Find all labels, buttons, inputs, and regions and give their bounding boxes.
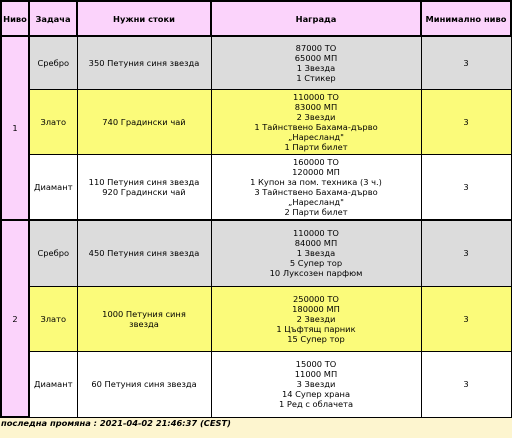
task-cell: Диамант xyxy=(29,154,77,220)
reward-cell xyxy=(211,220,421,286)
reward-cell xyxy=(211,36,421,89)
header-min-level: Минимално ниво xyxy=(421,1,511,36)
min-level-cell: 3 xyxy=(421,154,511,220)
item-line: 920 Градински чай xyxy=(102,186,186,197)
reward-line: 87000 ТО xyxy=(295,42,337,53)
reward-line: 1 Звезда xyxy=(296,62,336,73)
quest-row xyxy=(1,220,511,286)
reward-line: 1 Ред с облачета xyxy=(278,399,354,409)
reward-line: 10 Луксозен парфюм xyxy=(269,268,363,279)
quest-row xyxy=(1,154,511,220)
reward-line: 1 Стикер xyxy=(296,72,336,83)
last-modified: последна промяна : 2021-04-02 21:46:37 (CEST) xyxy=(1,418,231,428)
reward-line: 15000 ТО xyxy=(295,359,337,369)
task-cell: Сребро xyxy=(29,36,77,89)
reward-line: 2 Звезди xyxy=(296,313,336,324)
min-level-cell: 3 xyxy=(421,89,511,154)
header-reward: Награда xyxy=(211,1,421,36)
items-cell xyxy=(77,286,211,351)
item-line: 60 Петуния синя звезда xyxy=(91,379,197,389)
quest-row xyxy=(1,351,511,417)
items-cell xyxy=(77,351,211,417)
reward-line: 120000 МП xyxy=(292,166,340,177)
min-level-cell: 3 xyxy=(421,220,511,286)
reward-line: 110000 ТО xyxy=(293,228,339,239)
reward-line: 15 Супер тор xyxy=(287,333,345,344)
reward-cell xyxy=(211,351,421,417)
level-cell: 2 xyxy=(1,220,29,417)
reward-line: 1 Звезда xyxy=(296,248,336,259)
items-cell xyxy=(77,36,211,89)
reward-line: 5 Супер тор xyxy=(289,258,343,269)
items-cell xyxy=(77,220,211,286)
quest-row xyxy=(1,89,511,154)
item-line: звезда xyxy=(129,318,159,329)
reward-line: 250000 ТО xyxy=(293,293,339,304)
task-cell: Злато xyxy=(29,286,77,351)
header-task: Задача xyxy=(29,1,77,36)
reward-line: 110000 ТО xyxy=(293,91,339,102)
item-line: 1000 Петуния синя xyxy=(102,308,186,319)
reward-line: 83000 МП xyxy=(294,101,338,112)
item-line: 350 Петуния синя звезда xyxy=(88,57,200,68)
quest-row xyxy=(1,286,511,351)
reward-line: 160000 ТО xyxy=(293,156,339,167)
reward-line: 3 Звезди xyxy=(296,379,336,389)
header-level: Ниво xyxy=(1,1,29,36)
item-line: 740 Градински чай xyxy=(102,116,186,127)
task-cell: Диамант xyxy=(29,351,77,417)
reward-line: 2 Парти билет xyxy=(284,206,348,217)
level-cell: 1 xyxy=(1,36,29,220)
items-cell xyxy=(77,89,211,154)
reward-line: 65000 МП xyxy=(294,52,338,63)
header-items: Нужни стоки xyxy=(77,1,211,36)
reward-line: 1 Парти билет xyxy=(284,141,348,152)
min-level-cell: 3 xyxy=(421,351,511,417)
reward-line: „Нареcланд" xyxy=(288,131,344,142)
reward-line: „Нареcланд" xyxy=(288,196,344,207)
reward-line: 1 Тайнствено Бахама-дърво xyxy=(254,121,378,132)
reward-cell xyxy=(211,286,421,351)
task-cell: Злато xyxy=(29,89,77,154)
reward-line: 14 Супер храна xyxy=(281,389,351,399)
reward-line: 1 Купон за пом. техника (3 ч.) xyxy=(250,176,382,187)
header-row xyxy=(1,1,511,36)
reward-line: 2 Звезди xyxy=(296,111,336,122)
reward-line: 180000 МП xyxy=(292,303,340,314)
quest-row xyxy=(1,36,511,89)
task-cell: Сребро xyxy=(29,220,77,286)
item-line: 450 Петуния синя звезда xyxy=(88,248,200,259)
item-line: 110 Петуния синя звезда xyxy=(88,176,200,187)
min-level-cell: 3 xyxy=(421,36,511,89)
reward-cell xyxy=(211,89,421,154)
reward-line: 84000 МП xyxy=(294,238,338,249)
reward-line: 11000 МП xyxy=(294,369,338,379)
reward-cell xyxy=(211,154,421,220)
reward-line: 3 Тайнствено Бахама-дърво xyxy=(254,186,378,197)
items-cell xyxy=(77,154,211,220)
min-level-cell: 3 xyxy=(421,286,511,351)
reward-line: 1 Цъфтящ парник xyxy=(276,323,356,334)
